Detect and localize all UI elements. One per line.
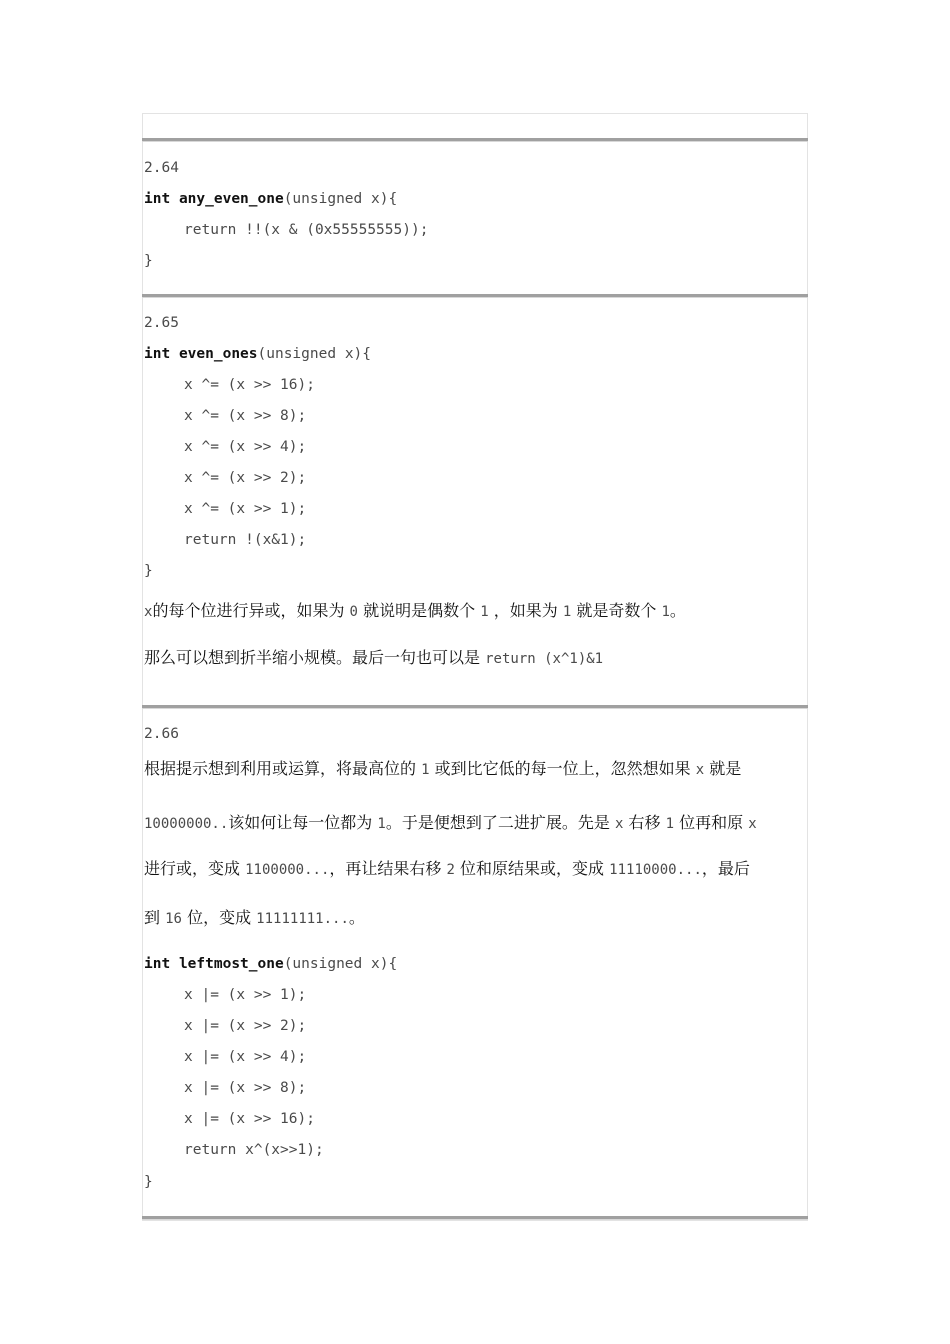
section-number-2-65: 2.65	[144, 315, 179, 331]
explanation-paragraph: 10000000..该如何让每一位都为 1。于是便想到了二进扩展。先是 x 右移 1 位再和原 x	[144, 813, 757, 832]
signature-params: (unsigned x){	[283, 191, 398, 207]
function-signature	[144, 346, 371, 362]
horizontal-rule	[142, 705, 808, 709]
code-line: return x^(x>>1);	[184, 1142, 324, 1158]
code-line: x |= (x >> 2);	[184, 1018, 307, 1034]
code-line: x |= (x >> 8);	[184, 1080, 307, 1096]
code-line: x ^= (x >> 2);	[184, 470, 307, 486]
function-name: even_ones	[178, 346, 258, 362]
code-line: return !(x&1);	[184, 532, 307, 548]
code-line: x ^= (x >> 4);	[184, 439, 307, 455]
keyword: int	[144, 191, 171, 207]
horizontal-rule	[142, 138, 808, 142]
section-number-2-64: 2.64	[144, 160, 179, 176]
explanation-paragraph: 到 16 位，变成 11111111...。	[144, 908, 365, 927]
function-name: any_even_one	[178, 191, 284, 207]
code-close-brace: }	[144, 1174, 153, 1190]
horizontal-rule	[142, 1216, 808, 1220]
keyword: int	[144, 346, 171, 362]
code-close-brace: }	[144, 253, 153, 269]
keyword: int	[144, 956, 171, 972]
code-line: x ^= (x >> 1);	[184, 501, 307, 517]
explanation-paragraph: 那么可以想到折半缩小规模。最后一句也可以是 return (x^1)&1	[144, 648, 604, 667]
explanation-paragraph: x的每个位进行异或，如果为 0 就说明是偶数个 1 ，如果为 1 就是奇数个 1。	[144, 601, 686, 620]
code-line: return !!(x & (0x55555555));	[184, 222, 429, 238]
function-name: leftmost_one	[178, 956, 284, 972]
code-line: x ^= (x >> 16);	[184, 377, 315, 393]
code-line: x |= (x >> 16);	[184, 1111, 315, 1127]
horizontal-rule	[142, 294, 808, 298]
function-signature	[144, 191, 397, 207]
explanation-paragraph: 根据提示想到利用或运算，将最高位的 1 或到比它低的每一位上，忽然想如果 x 就是	[144, 759, 742, 778]
code-line: x |= (x >> 1);	[184, 987, 307, 1003]
function-signature	[144, 956, 397, 972]
explanation-paragraph: 进行或，变成 1100000...，再让结果右移 2 位和原结果或，变成 11110000...，最后	[144, 859, 750, 878]
signature-params: (unsigned x){	[283, 956, 398, 972]
code-close-brace: }	[144, 563, 153, 579]
code-line: x |= (x >> 4);	[184, 1049, 307, 1065]
code-line: x ^= (x >> 8);	[184, 408, 307, 424]
section-number-2-66: 2.66	[144, 726, 179, 742]
signature-params: (unsigned x){	[257, 346, 372, 362]
